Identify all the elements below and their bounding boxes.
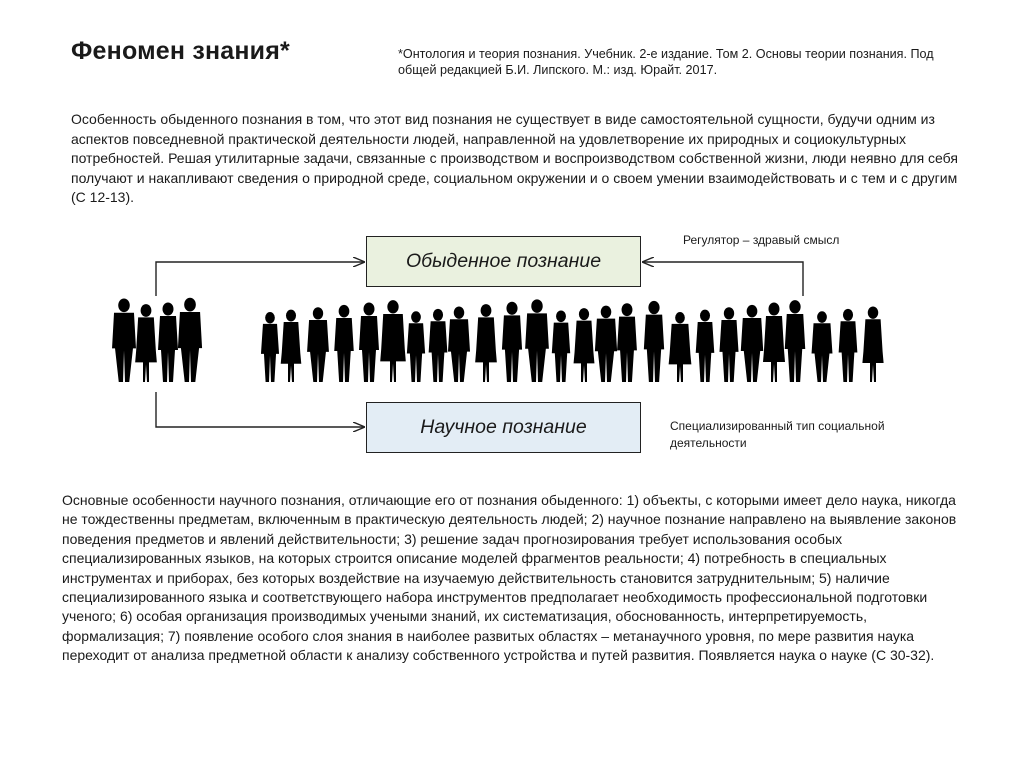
- people-silhouettes-icon: [112, 298, 884, 382]
- scientific-knowledge-paragraph: Основные особенности научного познания, отличающие его от познания обыденного: 1) объекты, с которыми имеет дело наука, никогда не тождественны предметам, включенным в практическую деятельность людей; 2) научное познание направлено на выявление законов поведения предметов и явлений действительности; 3) решение задач прогнозирования требует использования особых специализированных языков, на которых строится описание моделей фрагментов реальности; 4) потребность в специальных инструментах и приборах, без которых воздействие на изучаемую действительность становится затруднительным; 5) наличие специализированного языка и соответствующего набора инструментов предполагает необходимость профессиональной подготовки ученого; 6) особая организация производимых учеными знаний, их систематизация, обоснованность, интерпретируемость, формализация; 7) появление особого слоя знания в наиболее развитых областях – метанаучного уровня, по мере развития наука переходит от анализа предметной области к анализу собственного устройства и путей развития. Появляется наука о науке (С 30-32).: [62, 492, 957, 664]
- arrow-left-to-scientific: [156, 392, 364, 427]
- everyday-knowledge-paragraph: Особенность обыденного познания в том, что этот вид познания не существует в виде самостоятельной сущности, будучи одним из аспектов повседневной практической деятельности людей, направленной на удовлетворение их природных и социокультурных потребностей. Решая утилитарные задачи, связанные с производством и воспроизводством собственной жизни, люди неявно для себя получают и накапливают сведения о природной среде, социальном окружении и о своем умении взаимодействовать и с тем и с другим (С 12-13).: [71, 111, 958, 206]
- arrow-right-to-everyday: [643, 262, 803, 296]
- reference-note: *Онтология и теория познания. Учебник. 2-е издание. Том 2. Основы теории познания. Под общей редакцией Б.И. Липского. М.: изд. Юрайт. 2017.: [398, 47, 934, 77]
- arrow-left-to-everyday: [156, 262, 364, 296]
- specialized-activity-label: Специализированный тип социальной деятельности: [670, 419, 885, 450]
- everyday-knowledge-box: Обыденное познание: [366, 236, 641, 287]
- slide-title: Феномен знания*: [71, 37, 290, 65]
- scientific-knowledge-box: Научное познание: [366, 402, 641, 453]
- common-sense-regulator-label: Регулятор – здравый смысл: [683, 233, 840, 247]
